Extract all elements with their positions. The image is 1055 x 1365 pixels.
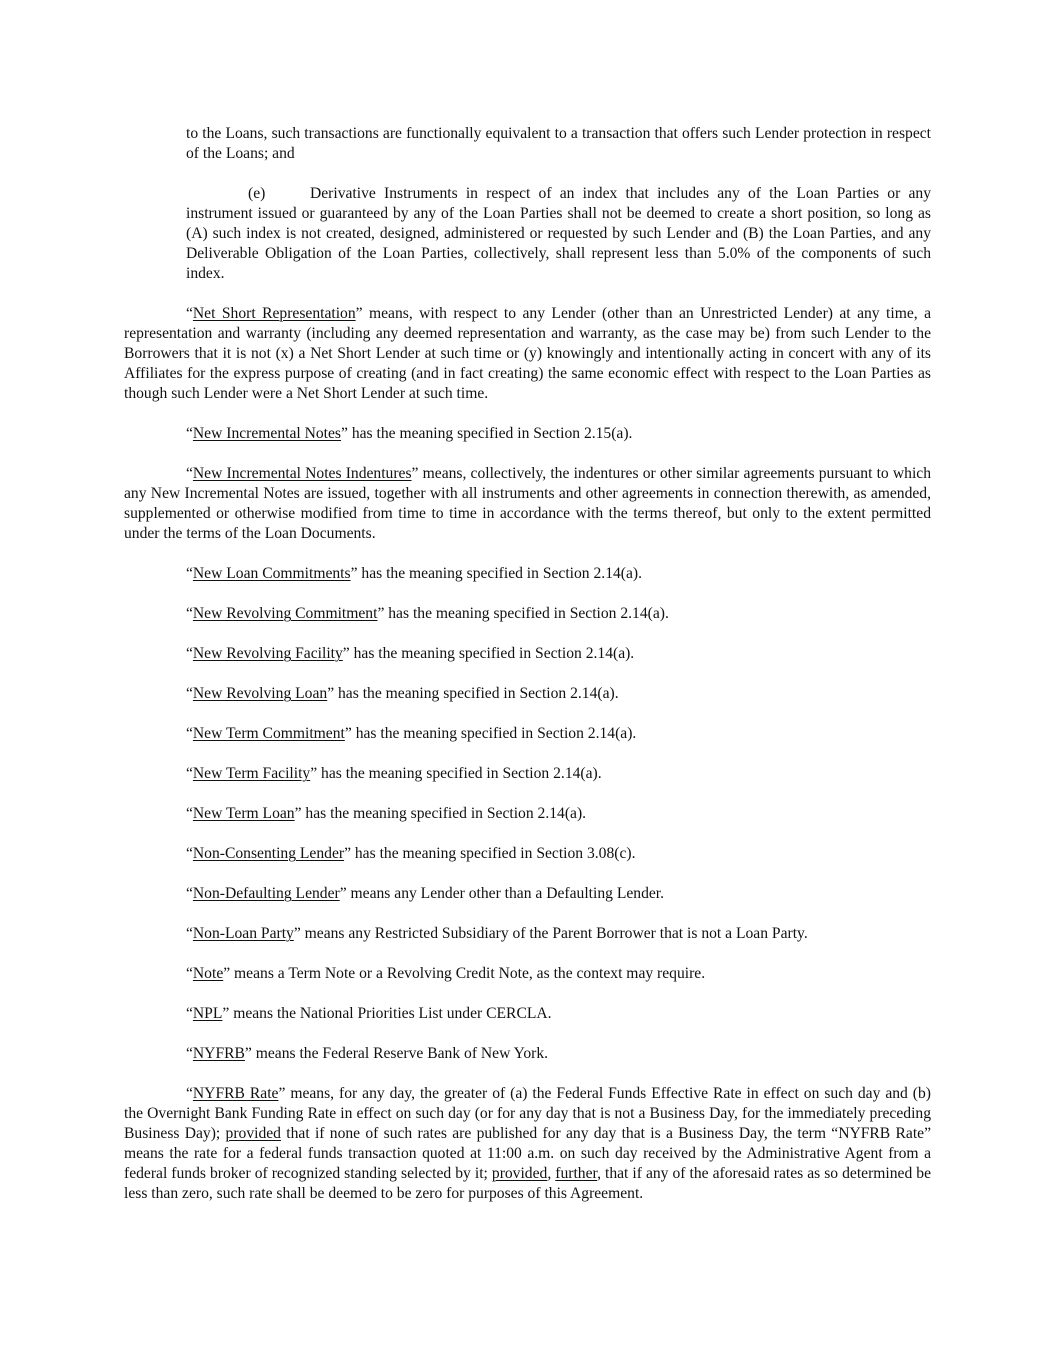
defined-term: Net Short Representation <box>192 305 356 322</box>
defined-term: New Term Facility <box>192 765 311 782</box>
defined-term: Non-Defaulting Lender <box>192 885 340 902</box>
defined-term: New Term Loan <box>192 805 295 822</box>
defined-term: New Loan Commitments <box>192 565 351 582</box>
open-quote: “ <box>186 725 193 742</box>
continuation-paragraph <box>186 124 931 164</box>
definition-paragraph <box>124 1044 931 1064</box>
definition-paragraph <box>124 684 931 704</box>
definition-text: ” means, collectively, the indentures or other similar agreements pursuant to which any New Incremental Notes are issued, together with all instruments and other agreements in connection therewith, as amended, supplemented or otherwise modified from time to time in accordance with the terms thereof, but only to the extent permitted under the terms of the Loan Documents. <box>124 465 932 542</box>
definition-paragraph <box>124 724 931 744</box>
definition-text: ” has the meaning specified in Section 2.14(a). <box>377 605 669 622</box>
open-quote: “ <box>186 885 193 902</box>
open-quote: “ <box>186 925 193 942</box>
defined-term: New Revolving Commitment <box>192 605 378 622</box>
definition-paragraph <box>124 884 931 904</box>
open-quote: “ <box>186 1085 193 1102</box>
defined-term: New Term Commitment <box>192 725 345 742</box>
open-quote: “ <box>186 605 193 622</box>
definition-text: ” has the meaning specified in Section 2.14(a). <box>344 725 637 742</box>
clause-e-paragraph <box>186 184 931 284</box>
definition-paragraph <box>124 964 931 984</box>
definition-paragraph <box>124 564 931 584</box>
definition-paragraph <box>124 844 931 864</box>
comma: , <box>547 1165 556 1182</box>
definition-paragraph <box>124 304 931 404</box>
further-term: further <box>555 1165 598 1182</box>
continuation-text: to the Loans, such transactions are functionally equivalent to a transaction that offers such Lender protection in respect of the Loans; and <box>186 125 931 162</box>
definition-text: ” has the meaning specified in Section 2.14(a). <box>350 565 643 582</box>
definition-paragraph <box>124 644 931 664</box>
definition-paragraph <box>124 424 931 444</box>
open-quote: “ <box>186 645 193 662</box>
open-quote: “ <box>186 965 193 982</box>
open-quote: “ <box>186 1045 193 1062</box>
definition-paragraph <box>124 464 931 544</box>
defined-term: Non-Loan Party <box>192 925 294 942</box>
definition-paragraph <box>124 1004 931 1024</box>
definition-text: ” means any Lender other than a Defaulting Lender. <box>339 885 665 902</box>
defined-term: New Incremental Notes Indentures <box>192 465 412 482</box>
open-quote: “ <box>186 805 193 822</box>
definition-text: ” means any Restricted Subsidiary of the Parent Borrower that is not a Loan Party. <box>293 925 808 942</box>
definition-text: ” has the meaning specified in Section 3.08(c). <box>344 845 636 862</box>
open-quote: “ <box>186 1005 193 1022</box>
defined-term: NYFRB <box>192 1045 245 1062</box>
definition-paragraph <box>124 764 931 784</box>
definition-text: , that if any of the aforesaid rates as so determined be less than zero, such rate shall be deemed to be zero for purposes of this Agreement. <box>124 1165 932 1202</box>
definition-text: that if none of such rates are published for any day that is a Business Day, the term “NYFRB Rate” means the rate for a federal funds transaction quoted at 11:00 a.m. on such day received by the Administrative Agent from a federal funds broker of recognized standing selected by it; <box>124 1125 931 1182</box>
definition-paragraph <box>124 804 931 824</box>
provided-term: provided <box>225 1125 281 1142</box>
definition-text: ” has the meaning specified in Section 2.14(a). <box>294 805 587 822</box>
open-quote: “ <box>186 425 193 442</box>
clause-e-text: Derivative Instruments in respect of an index that includes any of the Loan Parties or any instrument issued or guaranteed by any of the Loan Parties shall not be deemed to create a short position, so long as (A) such index is not created, designed, administered or requested by such Lender and (B) the Loan Parties, and any Deliverable Obligation of the Loan Parties, collectively, shall represent less than 5.0% of the components of such index. <box>186 185 931 282</box>
definition-text: ” has the meaning specified in Section 2.14(a). <box>310 765 602 782</box>
definition-text: ” means the National Priorities List under CERCLA. <box>222 1005 552 1022</box>
open-quote: “ <box>186 565 193 582</box>
provided-term: provided <box>491 1165 548 1182</box>
definition-text: ” has the meaning specified in Section 2.14(a). <box>327 685 619 702</box>
definitions-list <box>124 304 931 1064</box>
open-quote: “ <box>186 305 193 322</box>
definition-paragraph <box>124 604 931 624</box>
defined-term: NPL <box>192 1005 223 1022</box>
definition-text: ” has the meaning specified in Section 2.14(a). <box>342 645 635 662</box>
defined-term: Note <box>192 965 224 982</box>
clause-e-label: (e) <box>248 185 266 202</box>
definition-text: ” means, with respect to any Lender (other than an Unrestricted Lender) at any time, a representation and warranty (including any deemed representation and warranty, as the case may be) from such Lender to the Borrowers that it is not (x) a Net Short Lender at such time or (y) knowingly and intentionally acting in concert with any of its Affiliates for the express purpose of creating (and in fact creating) the same economic effect with respect to the Loan Parties as though such Lender were a Net Short Lender at such time. <box>124 305 931 402</box>
defined-term: NYFRB Rate <box>192 1085 279 1102</box>
open-quote: “ <box>186 465 193 482</box>
defined-term: New Revolving Loan <box>192 685 328 702</box>
defined-term: New Revolving Facility <box>192 645 343 662</box>
definition-text: ” has the meaning specified in Section 2.15(a). <box>341 425 633 442</box>
open-quote: “ <box>186 765 193 782</box>
defined-term: Non-Consenting Lender <box>192 845 345 862</box>
definition-nyfrb-rate <box>124 1084 931 1204</box>
defined-term: New Incremental Notes <box>192 425 342 442</box>
definition-text: ” means, for any day, the greater of (a) the Federal Funds Effective Rate in effect on such day and (b) the Overnight Bank Funding Rate in effect on such day (or for any day that is not a Business Day, for the immediately preceding Business Day); <box>124 1085 931 1142</box>
definition-paragraph <box>124 924 931 944</box>
definition-text: ” means a Term Note or a Revolving Credit Note, as the context may require. <box>223 965 706 982</box>
open-quote: “ <box>186 685 193 702</box>
definition-text: ” means the Federal Reserve Bank of New York. <box>244 1045 549 1062</box>
open-quote: “ <box>186 845 193 862</box>
document-page <box>124 124 931 1204</box>
